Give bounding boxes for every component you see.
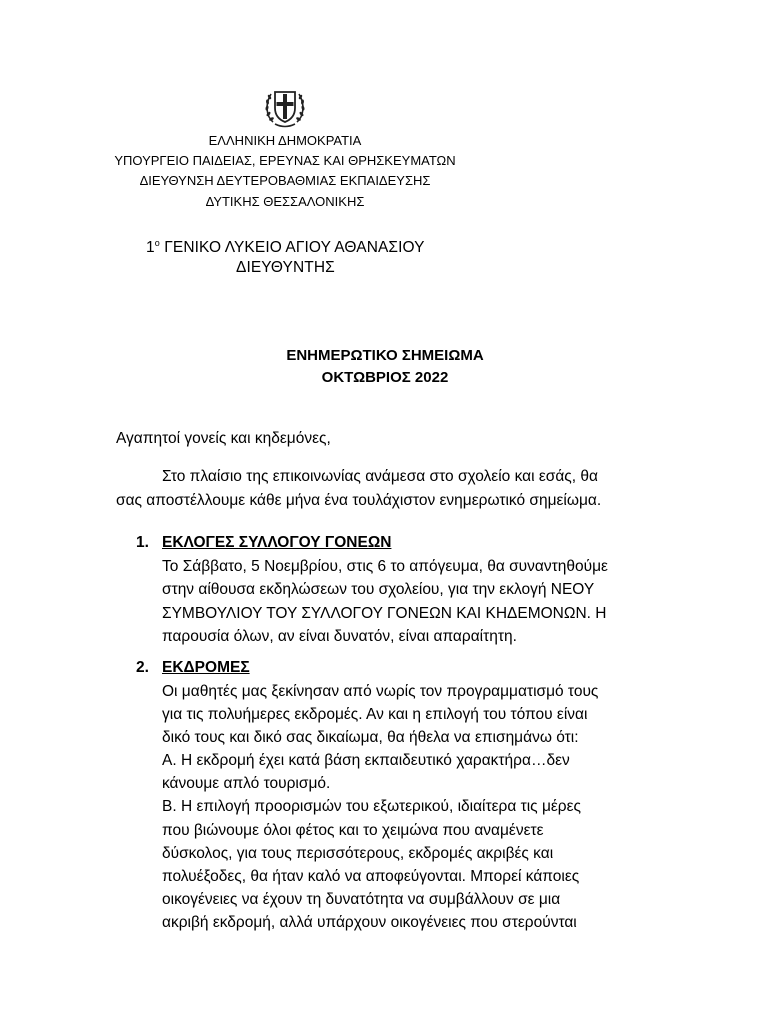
school-name [146,233,425,258]
section-2-line: πολυέξοδες, θα ήταν καλό να αποφεύγονται. Μπορεί κάποιες [162,868,580,885]
section-2-number: 2. [136,659,149,676]
school-number: 1 [146,239,155,256]
section-2-line: Β. Η επιλογή προορισμών του εξωτερικού, ιδιαίτερα τις μέρες [162,798,581,815]
school-name-text: ΓΕΝΙΚΟ ΛΥΚΕΙΟ ΑΓΙΟΥ ΑΘΑΝΑΣΙΟΥ [159,239,425,256]
section-2-line: ακριβή εκδρομή, αλλά υπάρχουν οικογένειες που στερούνται [162,914,577,931]
section-1-line: παρουσία όλων, αν είναι δυνατόν, είναι απαραίτητη. [162,628,517,645]
document-date: ΟΚΤΩΒΡΙΟΣ 2022 [321,369,449,386]
section-1-line: ΣΥΜΒΟΥΛΙΟΥ ΤΟΥ ΣΥΛΛΟΓΟΥ ΓΟΝΕΩΝ ΚΑΙ ΚΗΔΕΜΟΝΩΝ. Η [162,605,607,622]
document-title: ΕΝΗΜΕΡΩΤΙΚΟ ΣΗΜΕΙΩΜΑ [286,347,484,364]
greek-republic-emblem-icon [261,84,309,132]
section-2-line: που βιώνουμε όλοι φέτος και το χειμώνα που αναμένετε [162,822,544,839]
section-2-line: Α. Η εκδρομή έχει κατά βάση εκπαιδευτικό χαρακτήρα…δεν [162,752,570,769]
section-2-line: Οι μαθητές μας ξεκίνησαν από νωρίς τον προγραμματισμό τους [162,683,599,700]
intro-line: σας αποστέλλουμε κάθε μήνα ένα τουλάχιστον ενημερωτικό σημείωμα. [116,492,602,509]
section-2-line: κάνουμε απλό τουρισμό. [162,775,331,792]
section-2-line: για τις πολυήμερες εκδρομές. Αν και η επιλογή του τόπου είναι [162,706,588,723]
section-1-line: Το Σάββατο, 5 Νοεμβρίου, στις 6 το απόγευμα, θα συναντηθούμε [162,558,608,575]
header-republic: ΕΛΛΗΝΙΚΗ ΔΗΜΟΚΡΑΤΙΑ [208,133,362,148]
header-directorate: ΔΙΕΥΘΥΝΣΗ ΔΕΥΤΕΡΟΒΑΘΜΙΑΣ ΕΚΠΑΙΔΕΥΣΗΣ [139,173,431,188]
section-2-line: δικό τους και δικό σας δικαίωμα, θα ήθελα να επισημάνω ότι: [162,729,579,746]
section-2-heading: ΕΚΔΡΟΜΕΣ [162,659,250,676]
header-ministry: ΥΠΟΥΡΓΕΙΟ ΠΑΙΔΕΙΑΣ, ΕΡΕΥΝΑΣ ΚΑΙ ΘΡΗΣΚΕΥΜΑΤΩΝ [114,153,456,168]
section-2-line: δύσκολος, για τους περισσότερους, εκδρομές ακριβές και [162,845,554,862]
section-1-number: 1. [136,534,149,551]
section-1-heading: ΕΚΛΟΓΕΣ ΣΥΛΛΟΓΟΥ ΓΟΝΕΩΝ [162,534,392,551]
section-1-line: στην αίθουσα εκδηλώσεων του σχολείου, για την εκλογή ΝΕΟΥ [162,581,595,598]
header-region: ΔΥΤΙΚΗΣ ΘΕΣΣΑΛΟΝΙΚΗΣ [205,194,365,209]
section-2-line: οικογένειες να έχουν τη δυνατότητα να συμβάλλουν σε μια [162,891,561,908]
greeting: Αγαπητοί γονείς και κηδεμόνες, [116,430,331,447]
school-role: ΔΙΕΥΘΥΝΤΗΣ [236,259,335,276]
school-ordinal: ο [154,238,160,248]
intro-line: Στο πλαίσιο της επικοινωνίας ανάμεσα στο σχολείο και εσάς, θα [162,468,598,485]
